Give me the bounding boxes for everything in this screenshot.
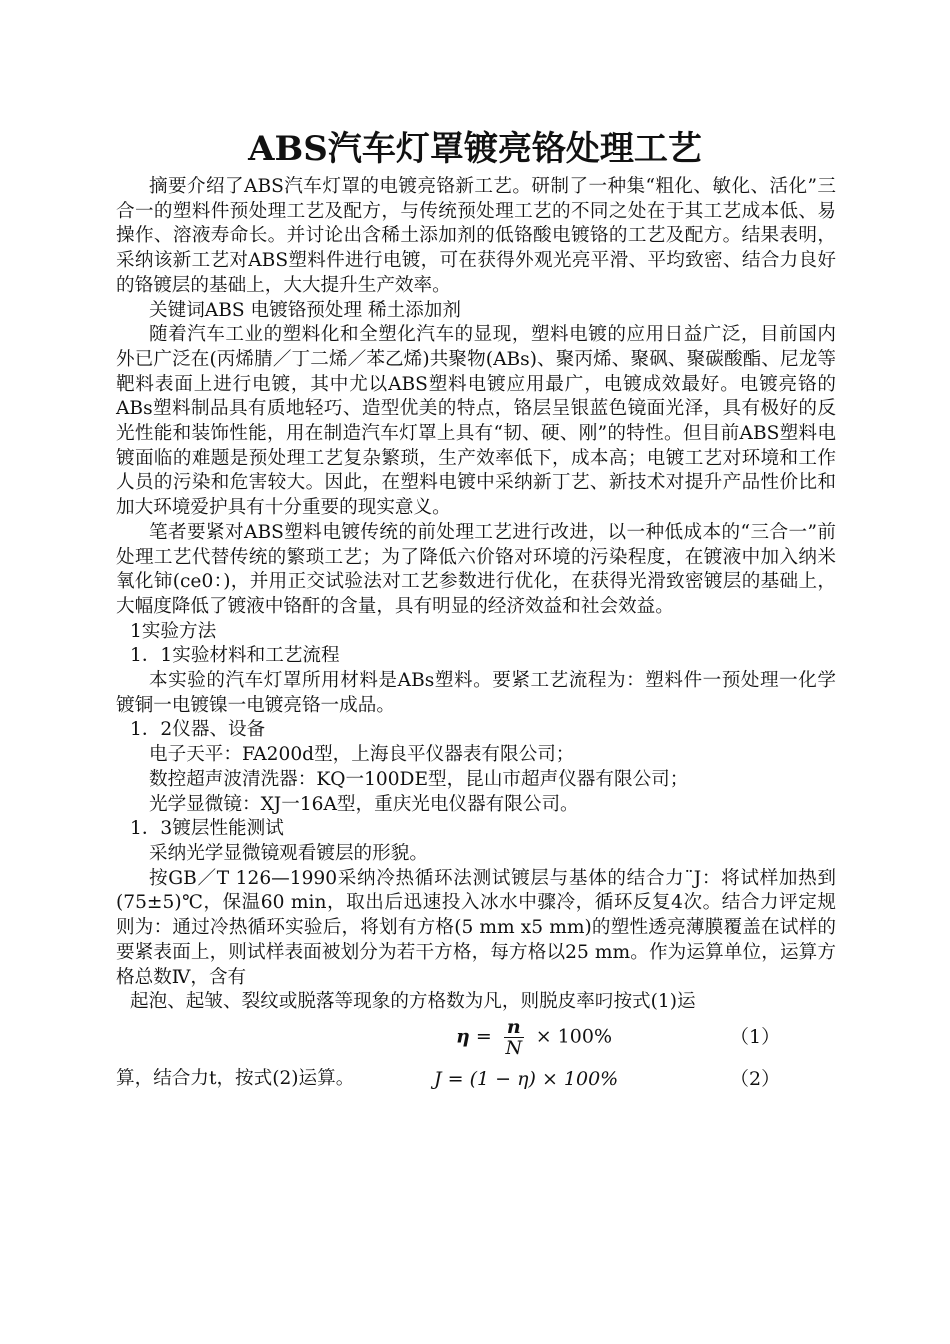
equation-1-row	[116, 1015, 836, 1065]
eq1-fraction	[504, 1017, 524, 1058]
eq1-equals: =	[475, 1025, 492, 1048]
test-paragraph-3: 起泡、起皱、裂纹或脱落等现象的方格数为凡，则脱皮率叼按式(1)运	[130, 991, 696, 1013]
test-paragraph-2: 按GB／T 126—1990采纳冷热循环法测试镀层与基体的结合力¨J：将试样加热到(75±5)℃，保温60 min，取出后迅速投入冰水中骤冷，循环反复4次。结合力评定规则为：通过冷热循环实验后，将划有方格(5 mm x5 mm)的塑性透亮薄膜覆盖在试样的要紧表面上，则试样表面被划分为若干方格，每方格以25 mm。作为运算单位，运算方格总数Ⅳ，含有	[116, 867, 836, 988]
equation-2-row	[116, 1065, 836, 1095]
test-paragraph-1: 采纳光学显微镜观看镀层的形貌。	[149, 842, 428, 864]
abstract-paragraph: 摘要介绍了ABS汽车灯罩的电镀亮铬新工艺。研制了一种集“粗化、敏化、活化”三合一的塑料件预处理工艺及配方，与传统预处理工艺的不同之处在于其工艺成本低、易操作、溶液寿命长。并讨论出含稀土添加剂的低铬酸电镀铬的工艺及配方。结果表明，采纳该新工艺对ABS塑料件进行电镀，可在获得外观光亮平滑、平均致密、结合力良好的铬镀层的基础上，大大提升生产效率。	[116, 176, 836, 296]
eq1-rhs: × 100%	[535, 1025, 612, 1048]
document-title: ABS汽车灯罩镀亮铬处理工艺	[248, 129, 702, 169]
equipment-line-3: 光学显微镜：XJ一16A型，重庆光电仪器有限公司。	[149, 793, 579, 815]
document-body	[116, 175, 836, 1095]
process-paragraph: 本实验的汽车灯罩所用材料是ABs塑料。要紧工艺流程为：塑料件一预处理一化学镀铜一电镀镍一电镀亮铬一成品。	[116, 670, 836, 716]
section-heading-1-2: 1．2仪器、设备	[130, 719, 266, 741]
equipment-line-1: 电子天平：FA200d型，上海良平仪器表有限公司；	[149, 744, 575, 766]
equation-2-number: （2）	[730, 1067, 781, 1090]
section-heading-1: 1实验方法	[130, 620, 217, 642]
equation-1	[456, 1017, 612, 1058]
intro-paragraph-2: 笔者要紧对ABS塑料电镀传统的前处理工艺进行改进，以一种低成本的“三合一”前处理工艺代替传统的繁琐工艺；为了降低六价铬对环境的污染程度，在镀液中加入纳米氧化铈(ce0：)，并用正交试验法对工艺参数进行优化，在获得光滑致密镀层的基础上，大幅度降低了镀液中铬酐的含量，具有明显的经济效益和社会效益。	[116, 521, 836, 617]
equipment-line-2: 数控超声波清洗器：KQ一100DE型，昆山市超声仪器有限公司；	[149, 768, 689, 790]
keywords-line: 关键词ABS 电镀铬预处理 稀土添加剂	[149, 299, 461, 321]
eq1-denominator: N	[505, 1036, 523, 1059]
section-heading-1-3: 1．3镀层性能测试	[130, 818, 284, 840]
eq1-numerator: n	[504, 1017, 524, 1038]
intro-paragraph-1: 随着汽车工业的塑料化和全塑化汽车的显现，塑料电镀的应用日益广泛，目前国内外已广泛在(丙烯腈／丁二烯／苯乙烯)共聚物(ABs)、聚丙烯、聚砜、聚碳酸酯、尼龙等靶料表面上进行电镀，其中尤以ABS塑料电镀应用最广，电镀成效最好。电镀亮铬的ABs塑料制品具有质地轻巧、造型优美的特点，铬层呈银蓝色镜面光泽，具有极好的反光性能和装饰性能，用在制造汽车灯罩上具有“韧、硬、刚”的特性。但目前ABS塑料电镀面临的难题是预处理工艺复杂繁琐，生产效率低下，成本高；电镀工艺对环境和工作人员的污染和危害较大。因此，在塑料电镀中采纳新丁艺、新技术对提升产品性价比和加大环境爱护具有十分重要的现实意义。	[116, 324, 836, 519]
equation-1-number: （1）	[730, 1025, 781, 1048]
eq1-lhs: η	[456, 1025, 470, 1048]
equation-2: J = (1 − η) × 100%	[434, 1067, 619, 1090]
section-heading-1-1: 1．1实验材料和工艺流程	[130, 645, 340, 667]
test-paragraph-4: 算，结合力t，按式(2)运算。	[116, 1067, 355, 1089]
